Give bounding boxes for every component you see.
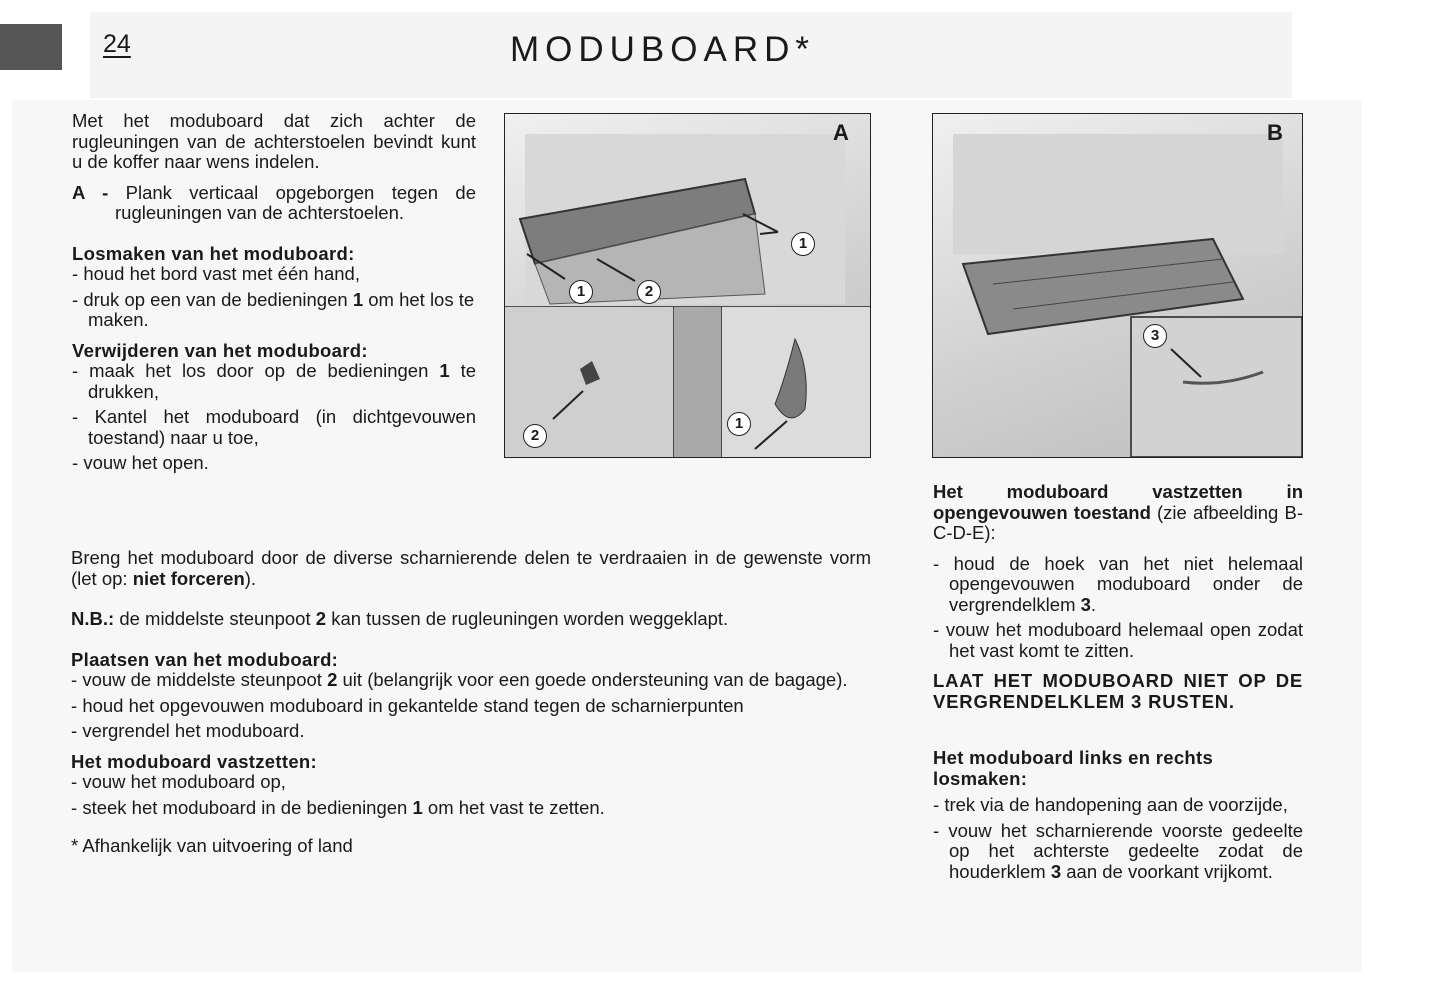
footnote: * Afhankelijk van uitvoering of land: [71, 835, 353, 856]
list-item: - vergrendel het moduboard.: [71, 721, 871, 742]
list-item: - houd de hoek van het niet helemaal opengevouwen moduboard onder de vergrendelklem 3.: [933, 554, 1303, 616]
list-item: - druk op een van de bedieningen 1 om het los te maken.: [72, 290, 476, 331]
list-item: - vouw het moduboard op,: [71, 772, 871, 793]
right-column: [933, 482, 1303, 892]
breng-text: Breng het moduboard door de diverse scharnierende delen te verdraaien in de gewenste vorm (let op: niet forceren).: [71, 547, 871, 589]
callout-1: 1: [791, 232, 815, 256]
figure-b-letter: B: [1267, 120, 1283, 145]
list-vastzetten: [71, 772, 871, 818]
left-column: [72, 111, 476, 484]
list-links-rechts: [933, 795, 1303, 882]
list-item: - vouw het scharnierende voorste gedeelte op het achterste gedeelte zodat de houderklem 3 aan de voorkant vrijkomt.: [933, 821, 1303, 883]
list-opengevouwen: [933, 554, 1303, 662]
figure-b: [932, 113, 1303, 458]
figure-a: [504, 113, 871, 458]
heading-links-rechts: Het moduboard links en rechts losmaken:: [933, 747, 1214, 789]
intro-text: Met het moduboard dat zich achter de rugleuningen van de achterstoelen bevindt kunt u de koffer naar wens indelen.: [72, 110, 476, 172]
list-item: - vouw het open.: [72, 453, 476, 474]
figure-a-letter: A: [833, 120, 849, 145]
callout-2: 2: [637, 280, 661, 304]
callout-3: 3: [1143, 324, 1167, 348]
list-plaatsen: [71, 670, 871, 742]
heading-vastzetten: Het moduboard vastzetten:: [71, 750, 317, 772]
nb-text: N.B.: de middelste steunpoot 2 kan tussen de rugleuningen worden weggeklapt.: [71, 608, 729, 629]
wide-column: [71, 548, 871, 867]
warning-text: LAAT HET MODUBOARD NIET OP DE VERGRENDELKLEM 3 RUSTEN.: [933, 670, 1303, 712]
callout-1: 1: [727, 412, 751, 436]
page-title: MODUBOARD*: [510, 30, 816, 69]
list-losmaken: [72, 264, 476, 331]
item-a-text: Plank verticaal opgeborgen tegen de rugleuningen van de achterstoelen.: [115, 181, 477, 223]
heading-verwijderen: Verwijderen van het moduboard:: [72, 339, 368, 361]
list-item: - houd het opgevouwen moduboard in gekantelde stand tegen de scharnierpunten: [71, 696, 871, 717]
item-a-label: A -: [72, 181, 109, 203]
figure-a-illustration: [505, 114, 870, 457]
callout-2: 2: [523, 424, 547, 448]
figure-b-illustration: [933, 114, 1302, 457]
list-item: - houd het bord vast met één hand,: [72, 264, 476, 285]
page-number: 24: [103, 30, 131, 58]
list-item: - Kantel het moduboard (in dichtgevouwen toestand) naar u toe,: [72, 407, 476, 448]
list-item: - vouw het moduboard helemaal open zodat het vast komt te zitten.: [933, 620, 1303, 661]
list-item: - maak het los door op de bedieningen 1 te drukken,: [72, 361, 476, 402]
list-item: - steek het moduboard in de bedieningen 1 om het vast te zetten.: [71, 798, 871, 819]
thumb-tab: [0, 24, 62, 70]
heading-losmaken: Losmaken van het moduboard:: [72, 242, 355, 264]
heading-plaatsen: Plaatsen van het moduboard:: [71, 648, 339, 670]
opengevouwen-heading: Het moduboard vastzetten in opengevouwen toestand (zie afbeelding B-C-D-E):: [933, 481, 1303, 543]
callout-1: 1: [569, 280, 593, 304]
list-verwijderen: [72, 361, 476, 474]
item-a: [72, 183, 476, 224]
list-item: - vouw de middelste steunpoot 2 uit (belangrijk voor een goede ondersteuning van de bagage).: [71, 670, 871, 691]
list-item: - trek via de handopening aan de voorzijde,: [933, 795, 1303, 816]
